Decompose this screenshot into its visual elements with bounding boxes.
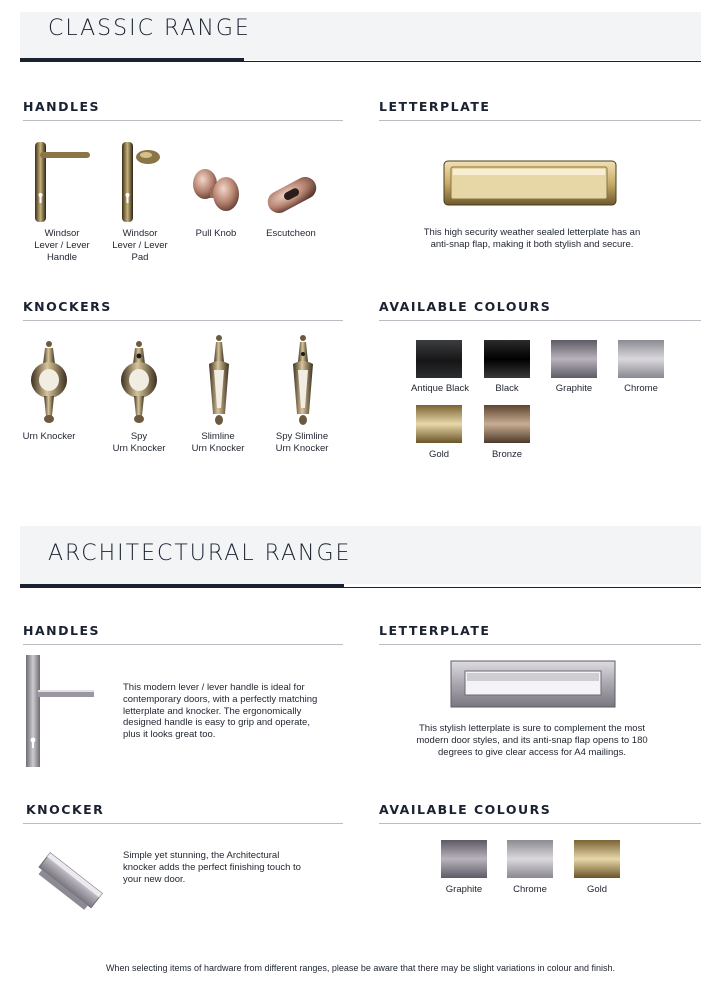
spy-urn-knocker-label: Spy Urn Knocker <box>112 431 166 454</box>
architectural-handles-rule <box>23 644 343 645</box>
swatch-gold-label: Gold <box>428 449 450 460</box>
swatch-antique-black-label: Antique Black <box>410 383 470 394</box>
escutcheon-image <box>262 174 322 216</box>
classic-knockers-heading: KNOCKERS <box>23 299 112 314</box>
arch-swatch-gold <box>574 840 620 878</box>
urn-knocker-image <box>28 340 70 424</box>
classic-letterplate-description: This high security weather sealed letterplate has an anti-snap flap, making it both stylish and secure. <box>423 227 641 250</box>
swatch-black-label: Black <box>495 383 519 394</box>
arch-swatch-graphite-label: Graphite <box>445 884 483 895</box>
windsor-lever-handle-label: Windsor Lever / Lever Handle <box>34 228 90 263</box>
architectural-handle-description: This modern lever / lever handle is ideal for contemporary doors, with a perfectly matching letterplate and knocker. The ergonomically designed handle is easy to grip and operate, plus it looks great too. <box>123 682 318 741</box>
arch-swatch-chrome-label: Chrome <box>513 884 547 895</box>
architectural-knocker-rule <box>23 823 343 824</box>
architectural-banner-rule <box>344 587 701 588</box>
classic-handles-rule <box>23 120 343 121</box>
footer-note: When selecting items of hardware from different ranges, please be aware that there may be slight variations in colour and finish. <box>105 963 616 973</box>
architectural-knocker-image <box>30 848 106 916</box>
swatch-chrome-label: Chrome <box>624 383 658 394</box>
urn-knocker-label: Urn Knocker <box>22 431 76 442</box>
classic-title-underline <box>20 58 244 62</box>
classic-letterplate-rule <box>379 120 701 121</box>
architectural-letterplate-image <box>450 660 616 708</box>
swatch-bronze-label: Bronze <box>491 449 523 460</box>
architectural-colours-rule <box>379 823 701 824</box>
classic-knockers-rule <box>23 320 343 321</box>
architectural-title-underline <box>20 584 344 588</box>
architectural-knocker-heading: KNOCKER <box>26 802 105 817</box>
classic-colours-heading: AVAILABLE COLOURS <box>379 299 552 314</box>
arch-swatch-gold-label: Gold <box>586 884 608 895</box>
pull-knob-image <box>188 164 242 214</box>
arch-swatch-chrome <box>507 840 553 878</box>
slimline-urn-knocker-label: Slimline Urn Knocker <box>191 431 245 454</box>
windsor-lever-handle-image <box>30 140 92 224</box>
architectural-knocker-description: Simple yet stunning, the Architectural knocker adds the perfect finishing touch to your new door. <box>123 850 301 885</box>
arch-swatch-graphite <box>441 840 487 878</box>
classic-letterplate-image <box>443 160 617 206</box>
escutcheon-label: Escutcheon <box>266 228 316 239</box>
spy-slimline-urn-knocker-image <box>288 334 318 428</box>
pull-knob-label: Pull Knob <box>195 228 237 239</box>
swatch-chrome <box>618 340 664 378</box>
architectural-handle-image <box>24 654 96 768</box>
swatch-antique-black <box>416 340 462 378</box>
architectural-colours-heading: AVAILABLE COLOURS <box>379 802 552 817</box>
architectural-handles-heading: HANDLES <box>23 623 100 638</box>
architectural-range-title: ARCHITECTURAL RANGE <box>48 541 352 566</box>
architectural-letterplate-description: This stylish letterplate is sure to complement the most modern door styles, and its anti-snap flap opens to 180 degrees to give clear access for A4 mailings. <box>416 723 648 758</box>
architectural-letterplate-heading: LETTERPLATE <box>379 623 491 638</box>
spy-urn-knocker-image <box>118 340 160 424</box>
classic-range-title: CLASSIC RANGE <box>48 16 251 41</box>
architectural-letterplate-rule <box>379 644 701 645</box>
classic-colours-rule <box>379 320 701 321</box>
windsor-lever-pad-label: Windsor Lever / Lever Pad <box>112 228 168 263</box>
slimline-urn-knocker-image <box>204 334 234 428</box>
swatch-graphite-label: Graphite <box>555 383 593 394</box>
classic-handles-heading: HANDLES <box>23 99 100 114</box>
swatch-gold <box>416 405 462 443</box>
classic-banner-rule <box>244 61 701 62</box>
spy-slimline-urn-knocker-label: Spy Slimline Urn Knocker <box>275 431 329 454</box>
classic-letterplate-heading: LETTERPLATE <box>379 99 491 114</box>
swatch-black <box>484 340 530 378</box>
windsor-lever-pad-image <box>118 140 164 224</box>
swatch-graphite <box>551 340 597 378</box>
swatch-bronze <box>484 405 530 443</box>
